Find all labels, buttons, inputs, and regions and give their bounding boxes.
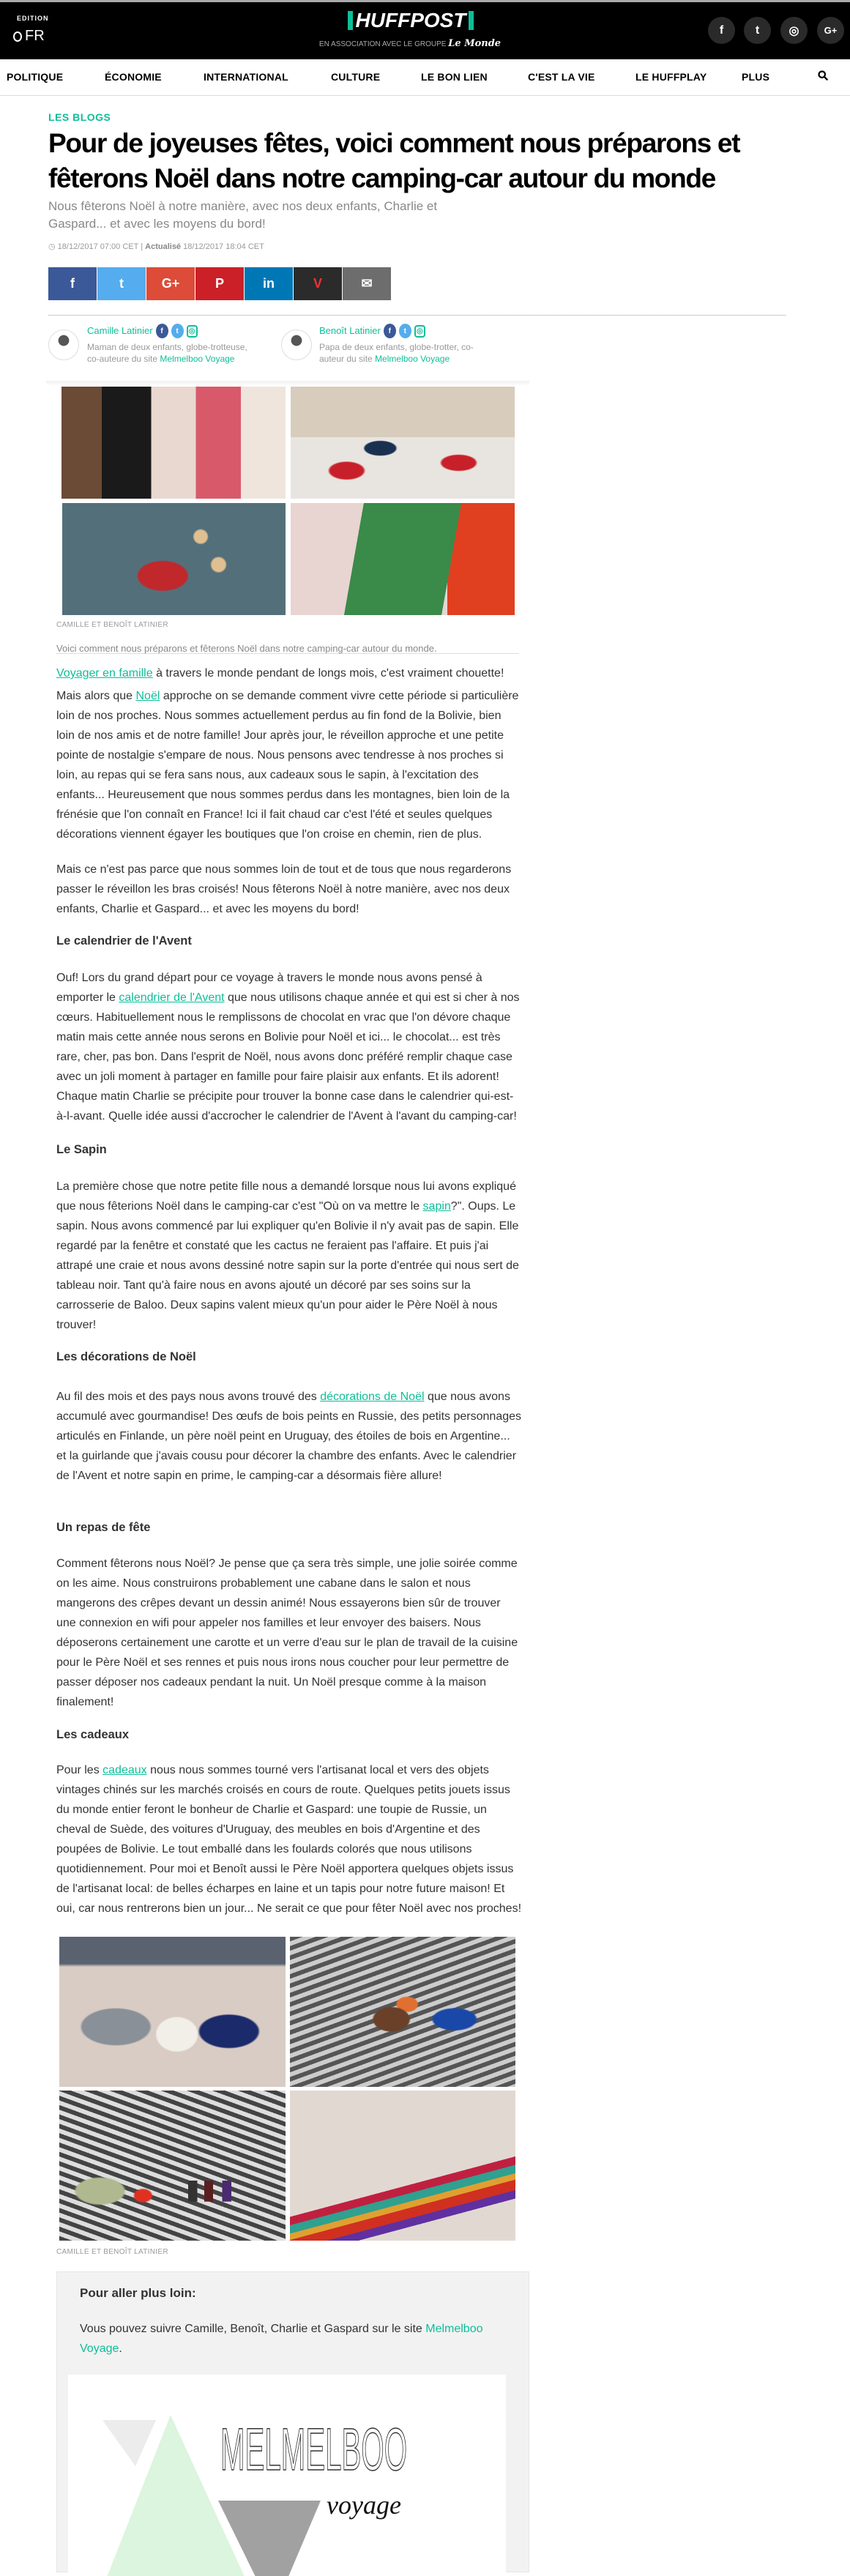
further-heading: Pour aller plus loin: bbox=[80, 2286, 196, 2300]
text: Mais alors que bbox=[56, 690, 136, 702]
share-bar bbox=[48, 267, 391, 300]
edition-value: FR bbox=[25, 28, 45, 44]
divider bbox=[56, 653, 518, 654]
article-subtitle: Nous fêterons Noël à notre manière, avec nos deux enfants, Charlie et Gaspard... et avec les moyens du bord! bbox=[48, 199, 438, 231]
share-linkedin-button[interactable]: in bbox=[245, 267, 293, 300]
photo-advent-note bbox=[291, 503, 515, 615]
search-icon[interactable]: ⚲ bbox=[814, 67, 832, 84]
paragraph bbox=[56, 968, 522, 1126]
nav-culture[interactable]: CULTURE bbox=[331, 71, 381, 83]
nav-le-huffplay[interactable]: LE HUFFPLAY bbox=[635, 71, 707, 83]
author-1 bbox=[87, 324, 248, 365]
text: Pour les bbox=[56, 1764, 103, 1776]
section-heading: Le calendrier de l'Avent bbox=[56, 934, 192, 948]
sapin-link[interactable]: sapin bbox=[422, 1200, 451, 1213]
huffpost-logo[interactable] bbox=[329, 10, 492, 31]
share-google-plus-button[interactable]: G+ bbox=[146, 267, 195, 300]
paragraph bbox=[56, 1177, 522, 1335]
text: Ouf! Lors du grand départ pour ce voyage à travers le monde nous avons pensé à emporter le bbox=[56, 972, 482, 1004]
text: Vous pouvez suivre Camille, Benoît, Charlie et Gaspard sur le site bbox=[80, 2323, 426, 2335]
noel-link[interactable]: Noël bbox=[135, 690, 160, 702]
section-heading: Le Sapin bbox=[56, 1143, 107, 1156]
logo-sub-text: EN ASSOCIATION AVEC LE GROUPE bbox=[318, 40, 447, 48]
nav-politique[interactable]: POLITIQUE bbox=[7, 71, 64, 83]
logo-main-text: MELMELBOO bbox=[220, 2416, 407, 2483]
section-heading: Les décorations de Noël bbox=[56, 1350, 196, 1363]
nav-le-bon-lien[interactable]: LE BON LIEN bbox=[421, 71, 488, 83]
facebook-icon[interactable]: f bbox=[708, 17, 735, 44]
share-twitter-button[interactable]: t bbox=[97, 267, 146, 300]
share-viadeo-button[interactable]: V bbox=[294, 267, 342, 300]
logo-sub-text: voyage bbox=[327, 2490, 401, 2520]
further-text bbox=[80, 2319, 490, 2359]
nav-cest-la-vie[interactable]: C'EST LA VIE bbox=[528, 71, 595, 83]
melmelboo-logo-graphic bbox=[68, 2375, 506, 2572]
nav-plus[interactable]: PLUS bbox=[742, 71, 770, 83]
text: Au fil des mois et des pays nous avons trouvé des bbox=[56, 1391, 321, 1403]
melmelboo-logo[interactable] bbox=[68, 2375, 506, 2572]
author-avatar[interactable] bbox=[281, 330, 312, 360]
text: que nous utilisons chaque année et qui est si cher à nos cœurs. Habituellement nous le remplissons de chocolat en vrac que l'on dévore chaque matin mais cette année nous serons en Bolivie pour Noël et ici... le chocolat... est très rare, cher, pas bon. Dans l'esprit de Noël, nous avons donc préféré remplir chaque case avec un joli moment à partager en famille pour faire plaisir aux enfants. Et ils adorent! Chaque matin Charlie se précipite pour trouver la bonne case dans le calendrier qui-est-à-l-avant. Quelle idée aussi d'accrocher le calendrier de l'Avent à l'avant du camping-car! bbox=[56, 991, 520, 1123]
text: La première chose que notre petite fille nous a demandé lorsque nous lui avons expliqué que nous fêterions Noël dans le camping-car c'est "Où on va mettre le bbox=[56, 1180, 516, 1213]
article-date: ◷ 18/12/2017 07:00 CET | Actualisé 18/12/2017 18:04 CET bbox=[48, 242, 264, 251]
image-credit: CAMILLE ET BENOÎT LATINIER bbox=[56, 2248, 168, 2256]
melmelboo-link[interactable]: Melmelboo Voyage bbox=[80, 2323, 483, 2355]
section-kicker[interactable]: LES BLOGS bbox=[48, 111, 111, 123]
twitter-icon[interactable]: t bbox=[744, 17, 771, 44]
share-facebook-button[interactable]: f bbox=[48, 267, 97, 300]
divider bbox=[48, 315, 786, 316]
date-separator: | bbox=[138, 242, 146, 251]
author-bio-text: Papa de deux enfants, globe-trotter, co-auteur du site bbox=[319, 342, 474, 364]
nav-international[interactable]: INTERNATIONAL bbox=[204, 71, 288, 83]
author-site-link[interactable]: Melmelboo Voyage bbox=[375, 354, 450, 364]
twitter-icon[interactable]: t bbox=[399, 324, 411, 338]
section-heading: Un repas de fête bbox=[56, 1521, 151, 1534]
image-separator bbox=[46, 381, 529, 386]
published-date: 18/12/2017 07:00 CET bbox=[57, 242, 139, 251]
facebook-icon[interactable]: f bbox=[156, 324, 168, 338]
photo-santa-figurine bbox=[62, 503, 286, 615]
updated-label: Actualisé bbox=[145, 242, 182, 251]
author-avatar[interactable] bbox=[48, 330, 79, 360]
photo-mug-and-cars bbox=[59, 2091, 286, 2241]
calendrier-link[interactable]: calendrier de l'Avent bbox=[119, 991, 225, 1004]
text: nous nous sommes tourné vers l'artisanat local et vers des objets vintages chinés sur les marchés croisés en cours de route. Quelques petits jouets issus du monde entier feront le bonheur de Charlie et Gaspard: une toupie de Russie, un cheval de Suède, des voitures d'Uruguay, des meubles en bois d'Argentine et des poupées de Bolivie. Le tout emballé dans les foulards colorés que nous utilisons quotidiennement. Pour moi et Benoît aussi le Père Noël apportera quelques objets issus de l'artisanat local: de belles écharpes en laine et un tapis pour notre future maison! Et oui, car nous rentrerons bien un jour... Ne serait ce que pour fêter Noël avec nos proches! bbox=[56, 1764, 522, 1915]
updated-date: 18/12/2017 18:04 CET bbox=[183, 242, 264, 251]
instagram-icon[interactable]: ◎ bbox=[187, 325, 198, 338]
logo-subtitle bbox=[293, 38, 527, 49]
text: ?". Oups. Le sapin. Nous avons commencé par lui expliquer qu'en Bolivie il n'y avait pas de sapin. Elle regardé par la fenêtre et constaté que les cactus ne feraient pas l'affaire. Et puis j'ai attrapé une craie et nous avons dessiné notre sapin sur la porte d'entrée qui nous sert de tableau noir. Tant qu'à faire nous en avons ajouté un décoré par ses soins sur la carrosserie de Baloo. Deux sapins valent mieux qu'un pour aider le Père Noël à nous trouver! bbox=[56, 1200, 519, 1331]
text: . bbox=[119, 2342, 122, 2355]
author-site-link[interactable]: Melmelboo Voyage bbox=[160, 354, 235, 364]
twitter-icon[interactable]: t bbox=[171, 324, 184, 338]
instagram-icon[interactable]: ◎ bbox=[780, 17, 808, 44]
author-name[interactable]: Camille Latinier bbox=[87, 325, 153, 337]
text: approche on se demande comment vivre cette période si particulière loin de nos proches. Nous sommes actuellement perdus au fin fond de la Bolivie, bien loin de nos amis et de notre famille! Jour après jour, le réveillon approche et une petite pointe de nostalgie s'empare de nous. Nous pensons avec tendresse à nos proches si loin, au repas qui se fera sans nous, aux cadeaux sous le sapin, à l'excitation des enfants... Heureusement que nous sommes perdus dans les montagnes, bien loin de la frénésie que l'on connaît en France! Ici il fait chaud car c'est l'été et seules quelques décorations viennent égayer les boutiques que l'on croise en chemin, rien de plus. bbox=[56, 690, 519, 841]
text: à travers le monde pendant de longs mois, c'est vraiment chouette! bbox=[152, 667, 504, 680]
paragraph: Mais ce n'est pas parce que nous sommes loin de tout et de tous que nous regarderons passer le réveillon les bras croisés! Nous fêterons Noël à notre manière, avec nos deux enfants, Charlie et Gaspard... et avec les moyens du bord! bbox=[56, 863, 512, 915]
section-heading: Les cadeaux bbox=[56, 1728, 130, 1741]
facebook-icon[interactable]: f bbox=[384, 324, 396, 338]
logo-text: HUFFPOST bbox=[355, 9, 466, 31]
photo-woven-rug bbox=[290, 2091, 515, 2241]
paragraph bbox=[56, 686, 522, 844]
paragraph bbox=[56, 1387, 522, 1486]
google-plus-icon[interactable]: G+ bbox=[817, 17, 844, 44]
voyager-en-famille-link[interactable]: Voyager en famille bbox=[56, 667, 153, 680]
author-bio bbox=[319, 341, 480, 365]
cadeaux-link[interactable]: cadeaux bbox=[102, 1764, 147, 1776]
paragraph: Comment fêterons nous Noël? Je pense que ça sera très simple, une jolie soirée comme on les aime. Nous construirons probablement une cabane dans le salon et nous mangerons des crêpes devant un dessin animé! Nous essayerons bien sûr de trouver une connexion en wifi pour appeler nos familles et leur envoyer des baisers. Nous déposerons certainement une carotte et un verre d'eau sur le plan de travail de la cuisine pour le Père Noël et ses rennes et puis nous irons nous coucher pour leur permettre de passer déposer nos cadeaux pendant la nuit. Un Noël presque comme à la maison finalement! bbox=[56, 1557, 518, 1708]
author-2 bbox=[319, 324, 480, 365]
text: que nous avons accumulé avec gourmandise! Des œufs de bois peints en Russie, des petits personnages articulés en Finlande, un père noël peint en Uruguay, des étoiles de bois en Argentine... et la guirlande que j'avais cousu pour décorer la chambre des enfants. Avec le calendrier de l'Avent et notre sapin en prime, le camping-car a désormais fière allure! bbox=[56, 1391, 522, 1482]
paragraph bbox=[56, 663, 522, 683]
share-pinterest-button[interactable]: P bbox=[195, 267, 244, 300]
image-credit: CAMILLE ET BENOÎT LATINIER bbox=[56, 621, 168, 629]
photo-wooden-toys bbox=[290, 1937, 515, 2087]
photo-painted-eggs bbox=[291, 387, 515, 499]
le-monde-logo: Le Monde bbox=[448, 38, 502, 49]
nav-economie[interactable]: ÉCONOMIE bbox=[105, 71, 162, 83]
author-name[interactable]: Benoît Latinier bbox=[319, 325, 381, 337]
instagram-icon[interactable]: ◎ bbox=[414, 325, 425, 338]
edition-label: EDITION bbox=[17, 15, 49, 22]
image-caption: Voici comment nous préparons et fêterons Noël dans notre camping-car autour du monde. bbox=[56, 643, 437, 654]
photo-scarves-salt-flat bbox=[59, 1937, 286, 2087]
paragraph bbox=[56, 1760, 522, 1918]
author-bio bbox=[87, 341, 248, 365]
photo-advent-calendar bbox=[61, 387, 286, 499]
share-email-button[interactable]: ✉ bbox=[343, 267, 391, 300]
article-title: Pour de joyeuses fêtes, voici comment nous préparons et fêterons Noël dans notre camping-car autour du monde bbox=[48, 128, 740, 193]
decorations-link[interactable]: décorations de Noël bbox=[320, 1391, 425, 1403]
edition-selector[interactable] bbox=[13, 28, 45, 45]
globe-icon bbox=[13, 31, 22, 42]
author-bio-text: Maman de deux enfants, globe-trotteuse, co-auteure du site bbox=[87, 342, 247, 364]
